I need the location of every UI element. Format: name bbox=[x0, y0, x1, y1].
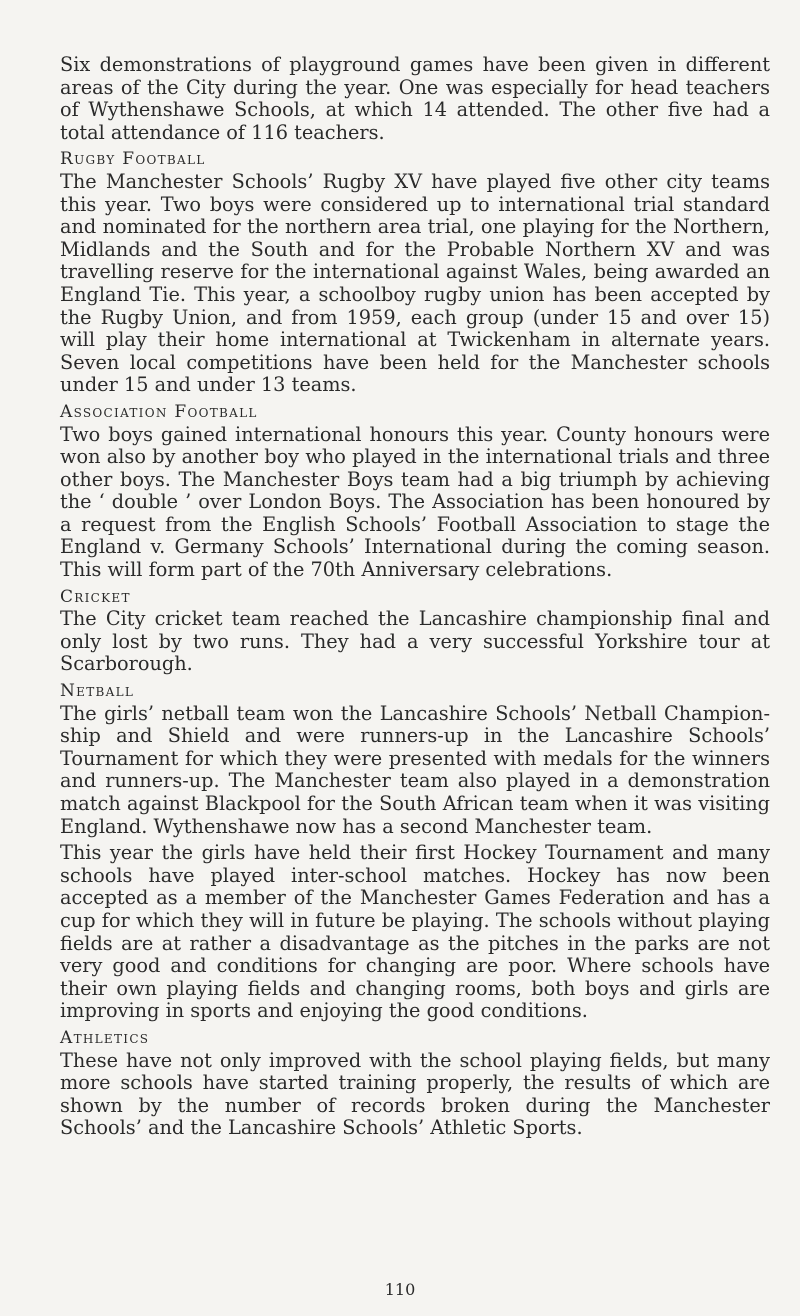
section-cricket bbox=[60, 586, 770, 676]
intro-paragraph: Six demonstrations of playground games have been given in different areas of the City during the year. One was especially for head teachers of Wythenshawe Schools, at which 14 attended. The other five had a total attendance of 116 teachers. bbox=[60, 53, 770, 144]
section-rugby-football bbox=[60, 148, 770, 397]
document-body bbox=[60, 54, 770, 1144]
section-heading: Association Football bbox=[60, 401, 258, 422]
section-paragraph: The girls’ netball team won the Lancashire Schools’ Netball Champion-ship and Shield and were runners-up in the Lancashire Schools’ Tournament for which they were presented with medals for the winners and runners-up. The Manchester team also played in a demonstration match against Blackpool for the South African team when it was visiting England. Wythenshawe now has a second Manchester team. bbox=[60, 701, 770, 838]
section-heading: Netball bbox=[60, 681, 135, 702]
section-paragraph: Two boys gained international honours this year. County honours were won also by another boy who played in the international trials and three other boys. The Manchester Boys team had a big triumph by achieving the ‘ double ’ over London Boys. The Association has been honoured by a request from the English Schools’ Football Association to stage the England v. Germany Schools’ International during the coming season. This will form part of the 70th Anniversary celebrations. bbox=[60, 422, 770, 582]
page-number: 110 bbox=[384, 1280, 416, 1299]
section-association-football bbox=[60, 401, 770, 582]
section-paragraph: This year the girls have held their first Hockey Tournament and many schools have played inter-school matches. Hockey has now been accepted as a member of the Manchester Games Federation and has a cup for which they will in future be playing. The schools without playing fields are at rather a disadvantage as the pitches in the parks are not very good and conditions for changing are poor. Where schools have their own playing fields and changing rooms, both boys and girls are improving in sports and enjoying the good conditions. bbox=[60, 841, 770, 1023]
section-heading: Cricket bbox=[60, 586, 131, 607]
section-paragraph: The City cricket team reached the Lancashire championship final and only lost by two runs. They had a very successful Yorkshire tour at Scarborough. bbox=[60, 607, 770, 676]
section-heading: Athletics bbox=[60, 1027, 150, 1048]
section-paragraph: These have not only improved with the school playing fields, but many more schools have started training properly, the results of which are shown by the number of records broken during the Manchester Schools’ and the Lancashire Schools’ Athletic Sports. bbox=[60, 1048, 770, 1140]
section-heading: Rugby Football bbox=[60, 149, 206, 170]
section-paragraph: The Manchester Schools’ Rugby XV have played five other city teams this year. Two boys were considered up to international trial standard and nominated for the northern area trial, one playing for the Northern, Midlands and the South and for the Probable Northern XV and was travelling reserve for the international against Wales, being awarded an England Tie. This year, a schoolboy rugby union has been accepted by the Rugby Union, and from 1959, each group (under 15 and over 15) will play their home international at Twickenham in alternate years. Seven local competitions have been held for the Manchester schools under 15 and under 13 teams. bbox=[60, 169, 770, 397]
section-athletics bbox=[60, 1027, 770, 1140]
section-netball bbox=[60, 680, 770, 1023]
